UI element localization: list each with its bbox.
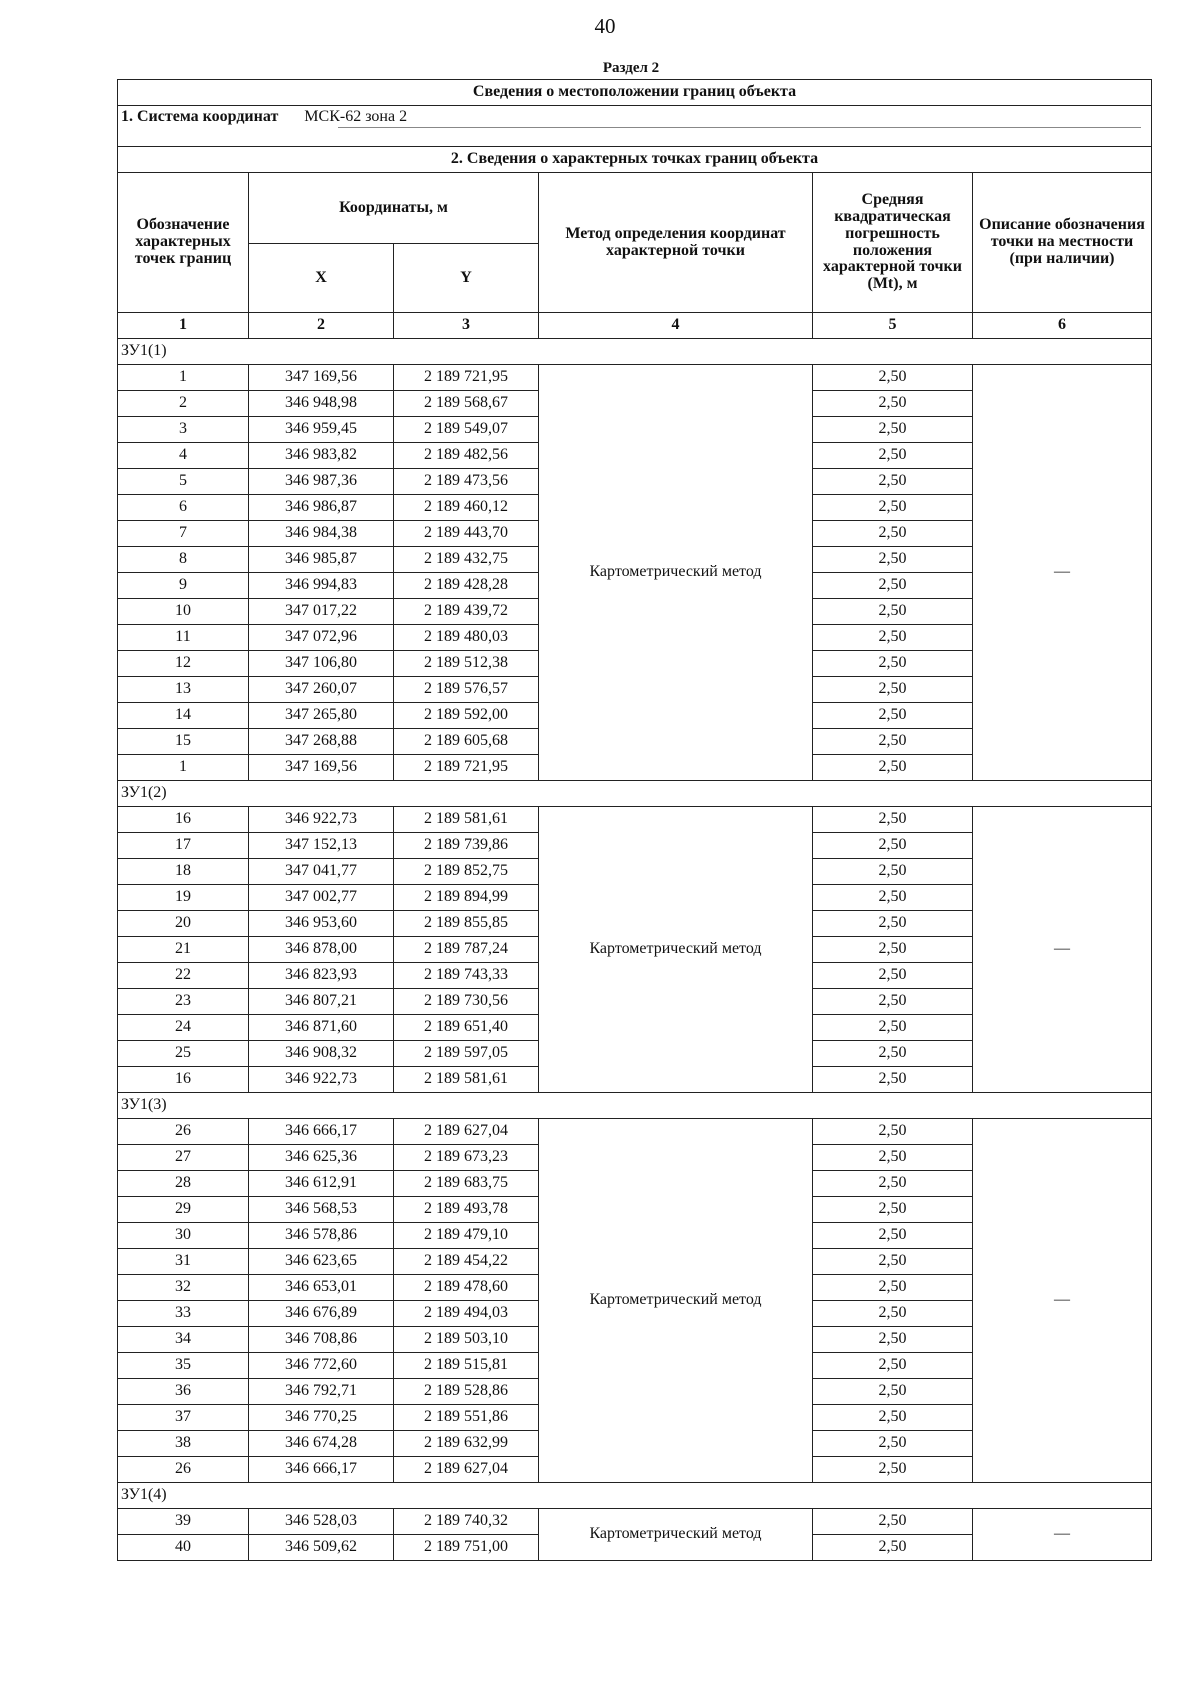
coord-y: 2 189 894,99 — [394, 885, 539, 911]
error-value: 2,50 — [813, 1509, 973, 1535]
error-value: 2,50 — [813, 937, 973, 963]
point-number: 3 — [118, 417, 249, 443]
error-value: 2,50 — [813, 859, 973, 885]
coord-x: 346 578,86 — [249, 1223, 394, 1249]
coord-y: 2 189 787,24 — [394, 937, 539, 963]
point-number: 35 — [118, 1353, 249, 1379]
point-number: 19 — [118, 885, 249, 911]
coord-y: 2 189 721,95 — [394, 365, 539, 391]
coord-y: 2 189 597,05 — [394, 1041, 539, 1067]
header-designation: Обозначение характерных точек границ — [118, 173, 249, 313]
coord-y: 2 189 568,67 — [394, 391, 539, 417]
coord-x: 346 983,82 — [249, 443, 394, 469]
coord-y: 2 189 528,86 — [394, 1379, 539, 1405]
point-number: 4 — [118, 443, 249, 469]
coord-x: 347 017,22 — [249, 599, 394, 625]
point-number: 22 — [118, 963, 249, 989]
coord-x: 347 260,07 — [249, 677, 394, 703]
coord-system-label: 1. Система координат — [121, 108, 279, 125]
header-coords: Координаты, м — [249, 173, 539, 244]
coord-x: 347 041,77 — [249, 859, 394, 885]
coord-y: 2 189 454,22 — [394, 1249, 539, 1275]
point-number: 30 — [118, 1223, 249, 1249]
point-number: 23 — [118, 989, 249, 1015]
error-value: 2,50 — [813, 1249, 973, 1275]
error-value: 2,50 — [813, 1431, 973, 1457]
group-label: ЗУ1(2) — [118, 781, 1152, 807]
header-num-1: 1 — [118, 313, 249, 339]
error-value: 2,50 — [813, 1119, 973, 1145]
coord-y: 2 189 740,32 — [394, 1509, 539, 1535]
error-value: 2,50 — [813, 521, 973, 547]
header-num-6: 6 — [973, 313, 1152, 339]
boundary-table — [117, 79, 1152, 1561]
point-number: 11 — [118, 625, 249, 651]
point-number: 21 — [118, 937, 249, 963]
coord-y: 2 189 480,03 — [394, 625, 539, 651]
coord-y: 2 189 515,81 — [394, 1353, 539, 1379]
error-value: 2,50 — [813, 1041, 973, 1067]
coord-x: 346 953,60 — [249, 911, 394, 937]
point-number: 28 — [118, 1171, 249, 1197]
point-number: 25 — [118, 1041, 249, 1067]
error-value: 2,50 — [813, 365, 973, 391]
table-row — [118, 365, 1152, 391]
coord-x: 346 792,71 — [249, 1379, 394, 1405]
coord-y: 2 189 482,56 — [394, 443, 539, 469]
method-cell: Картометрический метод — [539, 1119, 813, 1483]
error-value: 2,50 — [813, 573, 973, 599]
error-value: 2,50 — [813, 417, 973, 443]
coord-y: 2 189 473,56 — [394, 469, 539, 495]
coord-y: 2 189 428,28 — [394, 573, 539, 599]
point-number: 37 — [118, 1405, 249, 1431]
error-value: 2,50 — [813, 443, 973, 469]
error-value: 2,50 — [813, 599, 973, 625]
header-num-3: 3 — [394, 313, 539, 339]
coord-x: 346 922,73 — [249, 1067, 394, 1093]
method-cell: Картометрический метод — [539, 807, 813, 1093]
error-value: 2,50 — [813, 1301, 973, 1327]
coord-y: 2 189 730,56 — [394, 989, 539, 1015]
points-title: 2. Сведения о характерных точках границ объекта — [118, 147, 1152, 173]
coord-x: 347 002,77 — [249, 885, 394, 911]
error-value: 2,50 — [813, 911, 973, 937]
error-value: 2,50 — [813, 391, 973, 417]
section-title: Раздел 2 — [602, 60, 660, 76]
coord-x: 346 653,01 — [249, 1275, 394, 1301]
coord-x: 346 612,91 — [249, 1171, 394, 1197]
coord-y: 2 189 581,61 — [394, 807, 539, 833]
coord-x: 346 528,03 — [249, 1509, 394, 1535]
coord-y: 2 189 443,70 — [394, 521, 539, 547]
point-number: 33 — [118, 1301, 249, 1327]
coord-x: 347 169,56 — [249, 365, 394, 391]
coord-y: 2 189 512,38 — [394, 651, 539, 677]
coord-x: 346 908,32 — [249, 1041, 394, 1067]
error-value: 2,50 — [813, 1223, 973, 1249]
coord-x: 347 265,80 — [249, 703, 394, 729]
coord-y: 2 189 478,60 — [394, 1275, 539, 1301]
error-value: 2,50 — [813, 1327, 973, 1353]
error-value: 2,50 — [813, 651, 973, 677]
group-label: ЗУ1(1) — [118, 339, 1152, 365]
point-number: 38 — [118, 1431, 249, 1457]
error-value: 2,50 — [813, 625, 973, 651]
method-cell: Картометрический метод — [539, 365, 813, 781]
error-value: 2,50 — [813, 1171, 973, 1197]
point-number: 8 — [118, 547, 249, 573]
point-number: 29 — [118, 1197, 249, 1223]
error-value: 2,50 — [813, 1015, 973, 1041]
coord-x: 346 674,28 — [249, 1431, 394, 1457]
coord-x: 347 072,96 — [249, 625, 394, 651]
coord-x: 346 986,87 — [249, 495, 394, 521]
coord-y: 2 189 751,00 — [394, 1535, 539, 1561]
coord-y: 2 189 494,03 — [394, 1301, 539, 1327]
coord-y: 2 189 432,75 — [394, 547, 539, 573]
group-label: ЗУ1(3) — [118, 1093, 1152, 1119]
coord-x: 346 772,60 — [249, 1353, 394, 1379]
description-cell: — — [973, 365, 1152, 781]
point-number: 13 — [118, 677, 249, 703]
table-row — [118, 807, 1152, 833]
coord-y: 2 189 651,40 — [394, 1015, 539, 1041]
coord-x: 346 922,73 — [249, 807, 394, 833]
point-number: 14 — [118, 703, 249, 729]
point-number: 5 — [118, 469, 249, 495]
coord-x: 346 676,89 — [249, 1301, 394, 1327]
coord-x: 347 152,13 — [249, 833, 394, 859]
point-number: 24 — [118, 1015, 249, 1041]
error-value: 2,50 — [813, 1197, 973, 1223]
coord-y: 2 189 673,23 — [394, 1145, 539, 1171]
table-row — [118, 1509, 1152, 1535]
point-number: 36 — [118, 1379, 249, 1405]
coord-y: 2 189 493,78 — [394, 1197, 539, 1223]
coord-x: 346 666,17 — [249, 1119, 394, 1145]
point-number: 10 — [118, 599, 249, 625]
coord-x: 346 984,38 — [249, 521, 394, 547]
header-method: Метод определения координат характерной точки — [539, 173, 813, 313]
header-num-2: 2 — [249, 313, 394, 339]
coord-x: 346 509,62 — [249, 1535, 394, 1561]
coord-x: 346 871,60 — [249, 1015, 394, 1041]
header-x: X — [249, 244, 394, 313]
method-cell: Картометрический метод — [539, 1509, 813, 1561]
coord-y: 2 189 460,12 — [394, 495, 539, 521]
error-value: 2,50 — [813, 1535, 973, 1561]
error-value: 2,50 — [813, 989, 973, 1015]
coord-x: 346 666,17 — [249, 1457, 394, 1483]
point-number: 39 — [118, 1509, 249, 1535]
point-number: 26 — [118, 1119, 249, 1145]
coord-x: 347 268,88 — [249, 729, 394, 755]
error-value: 2,50 — [813, 1405, 973, 1431]
coord-y: 2 189 549,07 — [394, 417, 539, 443]
error-value: 2,50 — [813, 833, 973, 859]
table-row — [118, 1119, 1152, 1145]
description-cell: — — [973, 1119, 1152, 1483]
coord-system-underline — [338, 124, 1141, 128]
group-label: ЗУ1(4) — [118, 1483, 1152, 1509]
coord-y: 2 189 627,04 — [394, 1119, 539, 1145]
coord-x: 346 807,21 — [249, 989, 394, 1015]
coord-x: 346 568,53 — [249, 1197, 394, 1223]
coord-y: 2 189 739,86 — [394, 833, 539, 859]
error-value: 2,50 — [813, 963, 973, 989]
coord-y: 2 189 581,61 — [394, 1067, 539, 1093]
coord-x: 346 987,36 — [249, 469, 394, 495]
coord-x: 346 994,83 — [249, 573, 394, 599]
point-number: 16 — [118, 1067, 249, 1093]
coord-y: 2 189 592,00 — [394, 703, 539, 729]
coord-x: 346 948,98 — [249, 391, 394, 417]
point-number: 34 — [118, 1327, 249, 1353]
point-number: 18 — [118, 859, 249, 885]
coord-x: 347 169,56 — [249, 755, 394, 781]
coord-y: 2 189 743,33 — [394, 963, 539, 989]
coord-y: 2 189 721,95 — [394, 755, 539, 781]
coord-x: 346 985,87 — [249, 547, 394, 573]
point-number: 15 — [118, 729, 249, 755]
error-value: 2,50 — [813, 1379, 973, 1405]
error-value: 2,50 — [813, 1145, 973, 1171]
header-num-4: 4 — [539, 313, 813, 339]
coord-x: 346 708,86 — [249, 1327, 394, 1353]
point-number: 31 — [118, 1249, 249, 1275]
point-number: 12 — [118, 651, 249, 677]
coord-system-value: МСК-62 зона 2 — [304, 108, 408, 125]
coord-x: 346 959,45 — [249, 417, 394, 443]
coord-y: 2 189 683,75 — [394, 1171, 539, 1197]
point-number: 1 — [118, 755, 249, 781]
coord-system-row — [118, 106, 1152, 147]
coord-y: 2 189 503,10 — [394, 1327, 539, 1353]
point-number: 7 — [118, 521, 249, 547]
error-value: 2,50 — [813, 547, 973, 573]
point-number: 32 — [118, 1275, 249, 1301]
coord-y: 2 189 551,86 — [394, 1405, 539, 1431]
header-y: Y — [394, 244, 539, 313]
table-title: Сведения о местоположении границ объекта — [118, 80, 1152, 106]
coord-y: 2 189 852,75 — [394, 859, 539, 885]
error-value: 2,50 — [813, 1457, 973, 1483]
point-number: 16 — [118, 807, 249, 833]
error-value: 2,50 — [813, 729, 973, 755]
coord-y: 2 189 627,04 — [394, 1457, 539, 1483]
error-value: 2,50 — [813, 677, 973, 703]
coord-y: 2 189 439,72 — [394, 599, 539, 625]
error-value: 2,50 — [813, 703, 973, 729]
page-number: 40 — [594, 14, 616, 38]
coord-x: 347 106,80 — [249, 651, 394, 677]
coord-x: 346 878,00 — [249, 937, 394, 963]
error-value: 2,50 — [813, 1353, 973, 1379]
coord-x: 346 623,65 — [249, 1249, 394, 1275]
point-number: 9 — [118, 573, 249, 599]
header-num-5: 5 — [813, 313, 973, 339]
coord-y: 2 189 632,99 — [394, 1431, 539, 1457]
coord-y: 2 189 605,68 — [394, 729, 539, 755]
error-value: 2,50 — [813, 755, 973, 781]
description-cell: — — [973, 807, 1152, 1093]
point-number: 6 — [118, 495, 249, 521]
point-number: 20 — [118, 911, 249, 937]
error-value: 2,50 — [813, 885, 973, 911]
error-value: 2,50 — [813, 807, 973, 833]
coord-y: 2 189 855,85 — [394, 911, 539, 937]
point-number: 26 — [118, 1457, 249, 1483]
coord-y: 2 189 479,10 — [394, 1223, 539, 1249]
point-number: 2 — [118, 391, 249, 417]
error-value: 2,50 — [813, 1067, 973, 1093]
point-number: 27 — [118, 1145, 249, 1171]
coord-x: 346 625,36 — [249, 1145, 394, 1171]
point-number: 40 — [118, 1535, 249, 1561]
description-cell: — — [973, 1509, 1152, 1561]
coord-x: 346 823,93 — [249, 963, 394, 989]
header-error: Средняя квадратическая погрешность положения характерной точки (Mt), м — [813, 173, 973, 313]
error-value: 2,50 — [813, 495, 973, 521]
coord-x: 346 770,25 — [249, 1405, 394, 1431]
header-description: Описание обозначения точки на местности (при наличии) — [973, 173, 1152, 313]
point-number: 17 — [118, 833, 249, 859]
error-value: 2,50 — [813, 1275, 973, 1301]
error-value: 2,50 — [813, 469, 973, 495]
point-number: 1 — [118, 365, 249, 391]
coord-y: 2 189 576,57 — [394, 677, 539, 703]
